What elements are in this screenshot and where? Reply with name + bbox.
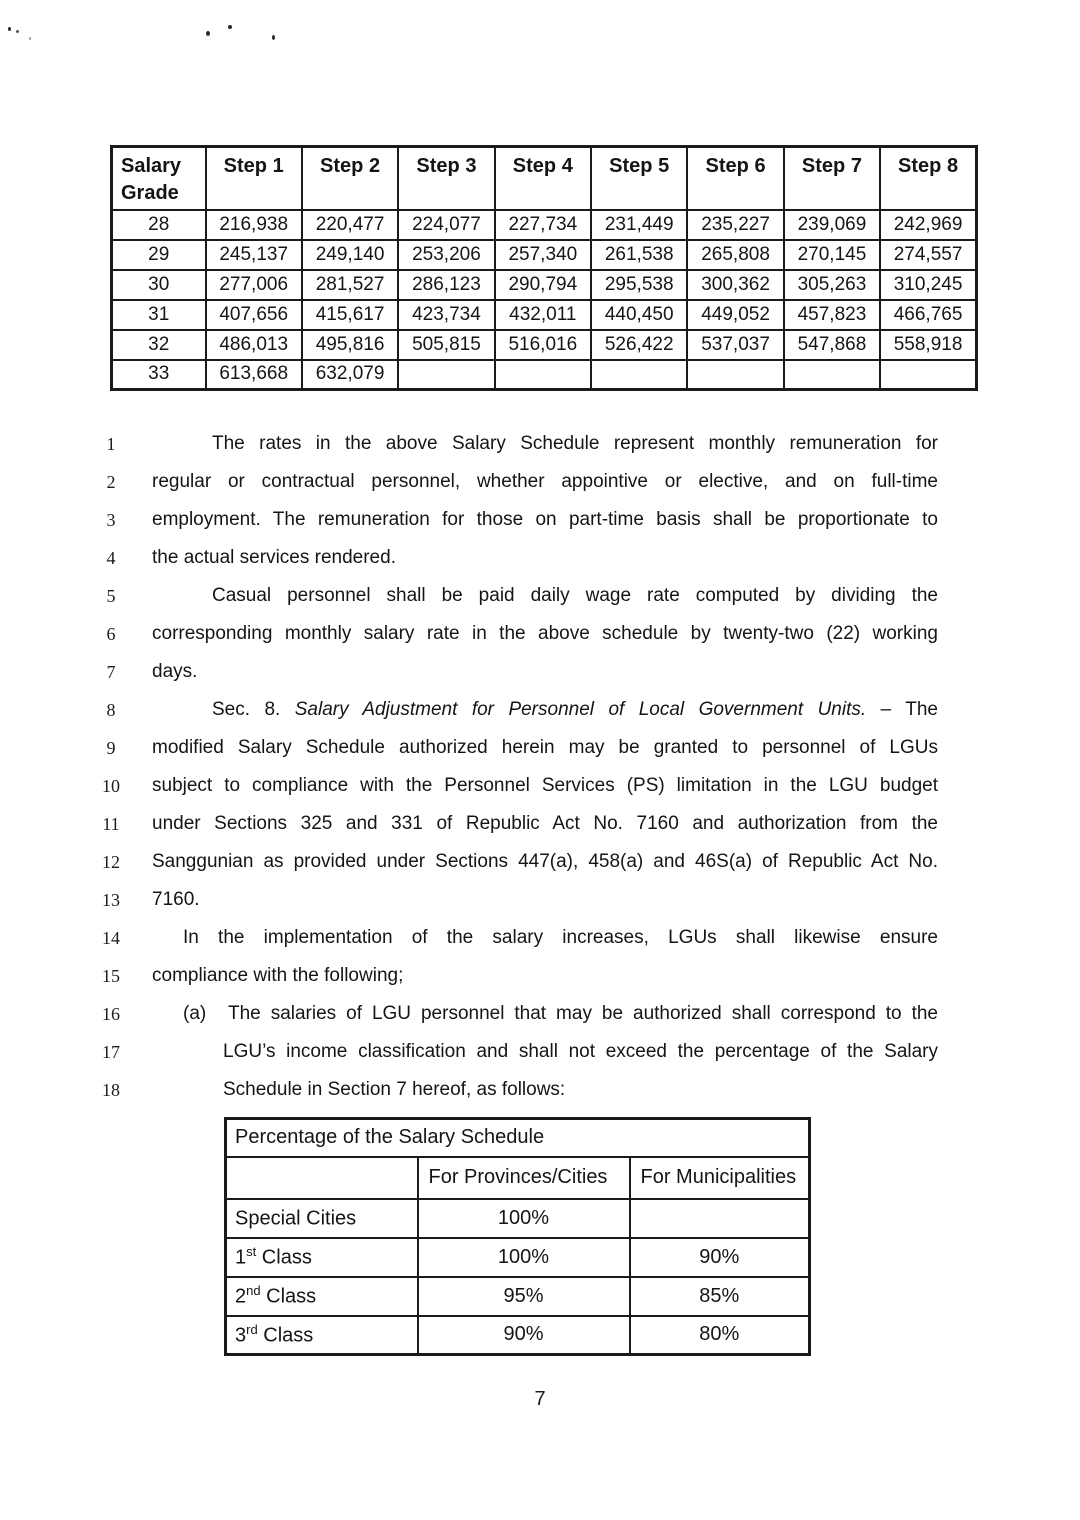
body-line [0, 1033, 1080, 1071]
scan-speck [206, 31, 210, 36]
body-line [0, 767, 1080, 805]
salary-cell [591, 360, 687, 390]
line-number: 4 [106, 547, 116, 568]
line-number: 3 [106, 509, 116, 530]
line-number: 9 [106, 737, 116, 758]
percentage-table [224, 1117, 811, 1356]
line-number: 5 [106, 585, 116, 606]
salary-cell: 466,765 [880, 300, 976, 330]
line-text [152, 729, 938, 767]
class-label-cell [226, 1316, 418, 1355]
body-line [0, 463, 1080, 501]
line-text [152, 767, 938, 805]
line-text [152, 995, 938, 1033]
salary-cell: 486,013 [206, 330, 302, 360]
line-text [152, 539, 938, 577]
salary-cell [784, 360, 880, 390]
body-line [0, 805, 1080, 843]
line-text [152, 1033, 938, 1071]
step-header: Step 2 [302, 147, 398, 210]
text-segment: subject to compliance with the Personnel Services (PS) limitation in the LGU budget [152, 775, 938, 796]
municipalities-header: For Municipalities [630, 1157, 810, 1199]
salary-cell [495, 360, 591, 390]
percentage-row [226, 1238, 810, 1277]
provinces-cities-header: For Provinces/Cities [418, 1157, 630, 1199]
step-header: Step 1 [206, 147, 302, 210]
provinces-percentage-cell: 100% [418, 1199, 630, 1238]
grade-cell: 28 [112, 210, 206, 240]
salary-cell: 274,557 [880, 240, 976, 270]
text-segment: LGU’s income classification and shall not exceed the percentage of the Salary [223, 1041, 938, 1062]
class-label: 3 [235, 1324, 247, 1347]
body-line [0, 653, 1080, 691]
line-number: 6 [106, 623, 116, 644]
line-number: 7 [106, 661, 116, 682]
grade-cell: 33 [112, 360, 206, 390]
text-segment: the actual services rendered. [152, 547, 396, 568]
line-text [152, 615, 938, 653]
italic-text-segment: Salary Adjustment for Personnel of Local Government Units. [294, 699, 867, 720]
scan-speck [228, 25, 232, 29]
body-line [0, 843, 1080, 881]
percentage-header-row [226, 1157, 810, 1199]
salary-cell: 300,362 [687, 270, 783, 300]
text-segment: In the implementation of the salary increases, LGUs shall likewise ensure [183, 927, 938, 948]
text-segment: – The [866, 699, 939, 720]
salary-cell: 261,538 [591, 240, 687, 270]
line-text [152, 463, 938, 501]
salary-cell: 239,069 [784, 210, 880, 240]
body-line [0, 957, 1080, 995]
text-segment: Schedule in Section 7 hereof, as follows: [223, 1079, 566, 1100]
salary-table-row [112, 210, 977, 240]
salary-cell: 440,450 [591, 300, 687, 330]
line-text [152, 501, 938, 539]
text-segment: regular or contractual personnel, whether appointive or elective, and on full-time [152, 471, 938, 492]
text-segment: Sec. 8. [212, 699, 295, 720]
line-number: 14 [102, 927, 120, 948]
grade-cell: 30 [112, 270, 206, 300]
salary-cell: 537,037 [687, 330, 783, 360]
percentage-title-row [226, 1119, 810, 1157]
class-label-rest: Class [257, 1324, 314, 1347]
municipalities-percentage-cell: 90% [630, 1238, 810, 1277]
line-number: 10 [102, 775, 120, 796]
text-segment: days. [152, 661, 198, 682]
grade-cell: 29 [112, 240, 206, 270]
salary-cell [398, 360, 494, 390]
salary-table-row [112, 270, 977, 300]
class-label-rest: Class [260, 1285, 317, 1308]
line-text [152, 577, 938, 615]
salary-cell: 632,079 [302, 360, 398, 390]
line-text [152, 653, 938, 691]
class-label-cell [226, 1199, 418, 1238]
step-header: Step 5 [591, 147, 687, 210]
provinces-percentage-cell: 95% [418, 1277, 630, 1316]
step-header: Step 6 [687, 147, 783, 210]
percentage-table-title: Percentage of the Salary Schedule [226, 1119, 810, 1157]
salary-cell: 505,815 [398, 330, 494, 360]
salary-grade-header: Salary Grade [112, 147, 206, 210]
salary-cell: 224,077 [398, 210, 494, 240]
line-text [152, 957, 938, 995]
salary-cell: 286,123 [398, 270, 494, 300]
salary-cell: 281,527 [302, 270, 398, 300]
line-text [152, 805, 938, 843]
text-segment: corresponding monthly salary rate in the above schedule by twenty-two (22) working [152, 623, 938, 644]
class-label-cell [226, 1238, 418, 1277]
salary-cell [880, 360, 976, 390]
line-text [152, 425, 938, 463]
body-line [0, 501, 1080, 539]
salary-cell: 277,006 [206, 270, 302, 300]
salary-cell: 558,918 [880, 330, 976, 360]
provinces-percentage-cell: 100% [418, 1238, 630, 1277]
salary-schedule-table [110, 145, 978, 391]
provinces-percentage-cell: 90% [418, 1316, 630, 1355]
salary-cell: 270,145 [784, 240, 880, 270]
text-segment: 7160. [152, 889, 200, 910]
line-number: 18 [102, 1079, 120, 1100]
step-header: Step 3 [398, 147, 494, 210]
body-line [0, 539, 1080, 577]
salary-cell: 423,734 [398, 300, 494, 330]
scan-speck [29, 37, 31, 40]
text-segment: Sanggunian as provided under Sections 447(a), 458(a) and 46S(a) of Republic Act No. [152, 851, 938, 872]
text-segment: The rates in the above Salary Schedule represent monthly remuneration for [212, 433, 938, 454]
body-line [0, 691, 1080, 729]
scan-speck [16, 30, 19, 33]
percentage-row [226, 1277, 810, 1316]
salary-cell: 227,734 [495, 210, 591, 240]
text-segment: employment. The remuneration for those on part-time basis shall be proportionate to [152, 509, 938, 530]
salary-table-row [112, 360, 977, 390]
body-line [0, 995, 1080, 1033]
salary-cell: 432,011 [495, 300, 591, 330]
class-label-cell [226, 1277, 418, 1316]
municipalities-percentage-cell [630, 1199, 810, 1238]
salary-cell: 310,245 [880, 270, 976, 300]
line-text [152, 843, 938, 881]
line-number: 13 [102, 889, 120, 910]
salary-table-row [112, 330, 977, 360]
line-text [152, 691, 938, 729]
page-number: 7 [534, 1388, 546, 1410]
class-label: 2 [235, 1285, 247, 1308]
text-segment: compliance with the following; [152, 965, 404, 986]
line-number: 12 [102, 851, 120, 872]
line-number: 17 [102, 1041, 120, 1062]
salary-cell: 305,263 [784, 270, 880, 300]
body-line [0, 615, 1080, 653]
salary-cell: 257,340 [495, 240, 591, 270]
body-line [0, 425, 1080, 463]
step-header: Step 4 [495, 147, 591, 210]
class-label: Special Cities [235, 1207, 357, 1230]
salary-cell: 242,969 [880, 210, 976, 240]
text-segment: under Sections 325 and 331 of Republic Act No. 7160 and authorization from the [152, 813, 938, 834]
class-label-rest: Class [256, 1246, 312, 1269]
salary-cell: 253,206 [398, 240, 494, 270]
salary-cell: 295,538 [591, 270, 687, 300]
ordinal-suffix: nd [246, 1283, 261, 1299]
salary-cell: 265,808 [687, 240, 783, 270]
body-line [0, 1071, 1080, 1109]
step-header: Step 7 [784, 147, 880, 210]
empty-header-cell [226, 1157, 418, 1199]
percentage-row [226, 1199, 810, 1238]
class-label: 1 [235, 1246, 247, 1269]
text-segment: The salaries of LGU personnel that may be authorized shall correspond to the [228, 1003, 938, 1024]
body-line [0, 881, 1080, 919]
body-line [0, 919, 1080, 957]
municipalities-percentage-cell: 85% [630, 1277, 810, 1316]
line-text [152, 1071, 938, 1109]
text-segment: modified Salary Schedule authorized herein may be granted to personnel of LGUs [152, 737, 938, 758]
salary-header-row [112, 147, 977, 210]
salary-cell: 220,477 [302, 210, 398, 240]
text-segment: Casual personnel shall be paid daily wage rate computed by dividing the [212, 585, 938, 606]
line-number: 2 [106, 471, 116, 492]
salary-cell: 216,938 [206, 210, 302, 240]
salary-cell: 249,140 [302, 240, 398, 270]
percentage-row [226, 1316, 810, 1355]
body-line [0, 577, 1080, 615]
line-text [152, 881, 938, 919]
salary-cell: 495,816 [302, 330, 398, 360]
salary-cell: 526,422 [591, 330, 687, 360]
body-line [0, 729, 1080, 767]
salary-cell: 231,449 [591, 210, 687, 240]
grade-cell: 31 [112, 300, 206, 330]
line-number: 15 [102, 965, 120, 986]
salary-cell: 547,868 [784, 330, 880, 360]
salary-cell: 245,137 [206, 240, 302, 270]
list-marker: (a) [183, 1003, 207, 1024]
salary-cell: 290,794 [495, 270, 591, 300]
step-header: Step 8 [880, 147, 976, 210]
ordinal-suffix: st [246, 1244, 257, 1260]
salary-cell: 449,052 [687, 300, 783, 330]
line-number: 11 [102, 813, 120, 834]
line-number: 1 [106, 433, 116, 454]
salary-cell: 613,668 [206, 360, 302, 390]
salary-cell: 415,617 [302, 300, 398, 330]
scan-speck [8, 27, 11, 31]
ordinal-suffix: rd [246, 1321, 258, 1337]
line-text [152, 919, 938, 957]
line-number: 8 [106, 699, 116, 720]
salary-cell [687, 360, 783, 390]
grade-cell: 32 [112, 330, 206, 360]
salary-cell: 407,656 [206, 300, 302, 330]
scan-speck [272, 35, 275, 40]
municipalities-percentage-cell: 80% [630, 1316, 810, 1355]
salary-cell: 235,227 [687, 210, 783, 240]
body-text-block [0, 425, 1080, 1109]
salary-table-row [112, 300, 977, 330]
line-number: 16 [102, 1003, 120, 1024]
salary-cell: 516,016 [495, 330, 591, 360]
salary-cell: 457,823 [784, 300, 880, 330]
salary-table-row [112, 240, 977, 270]
